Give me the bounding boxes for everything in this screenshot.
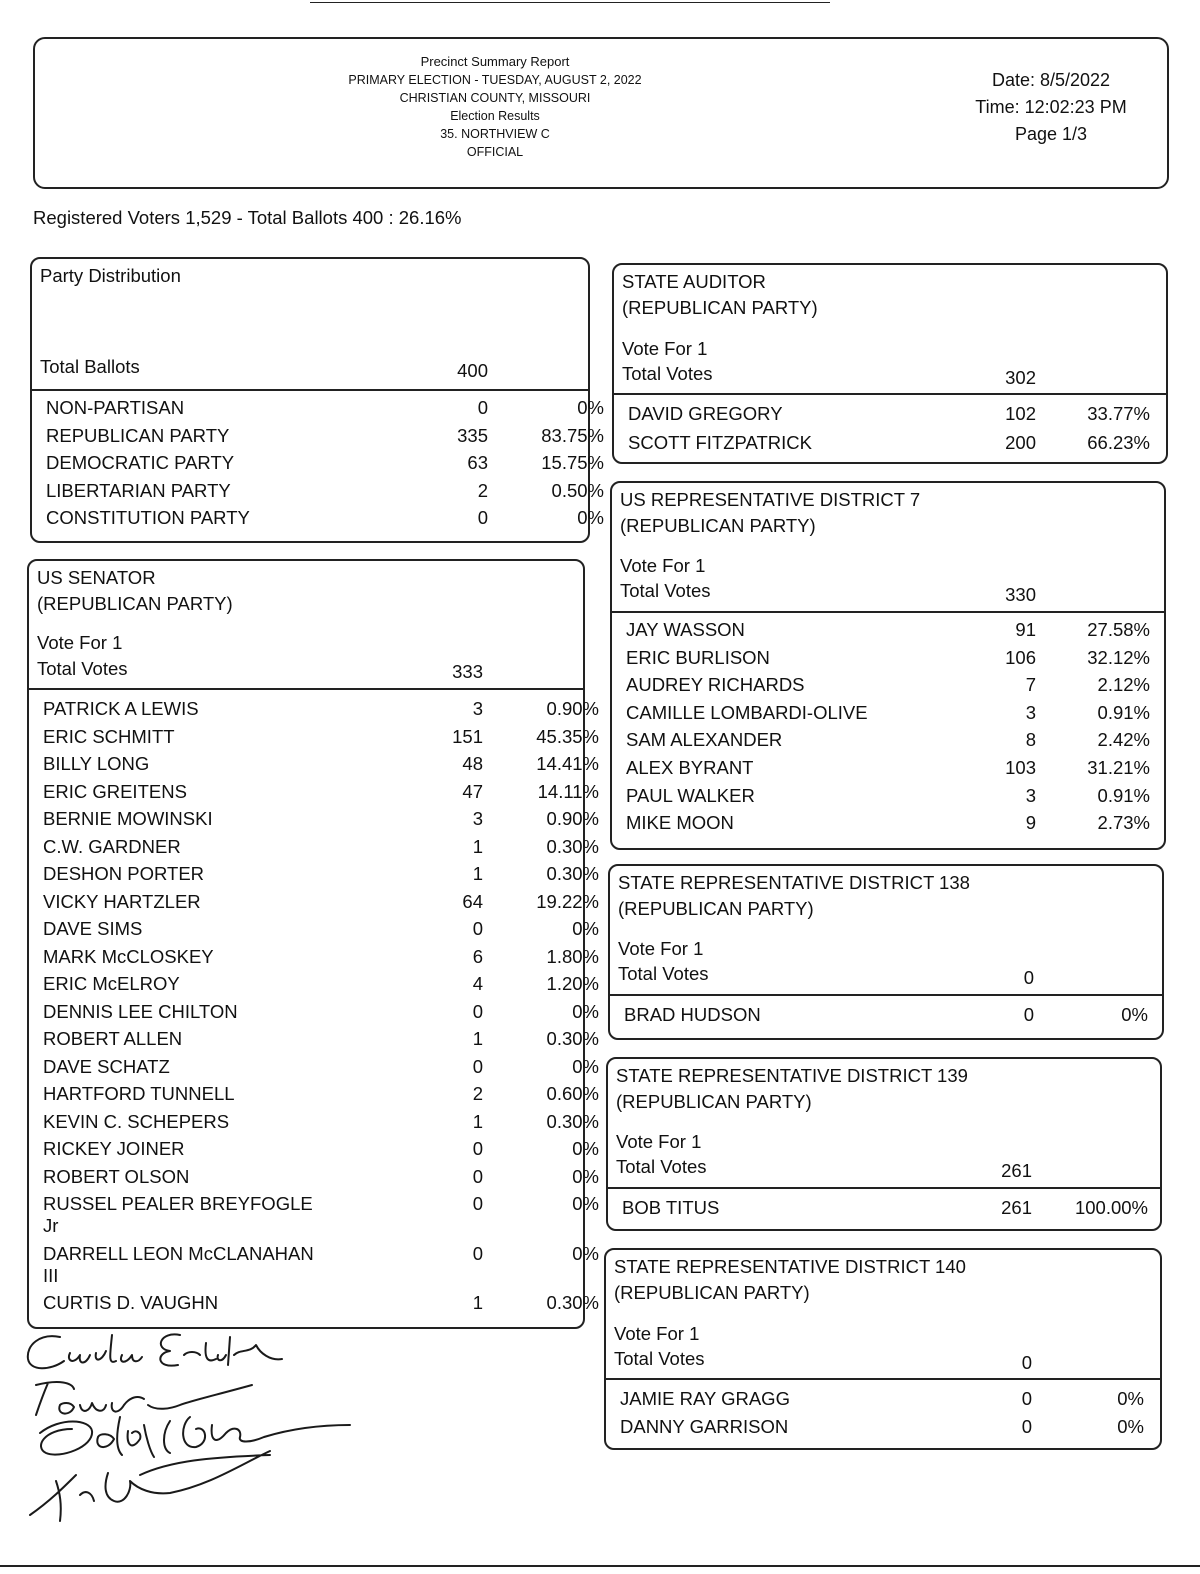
candidate-row (29, 698, 599, 726)
candidate-percent: 0% (1121, 1004, 1148, 1025)
box-divider (608, 1187, 1160, 1189)
county-name: CHRISTIAN COUNTY, MISSOURI (399, 91, 591, 105)
vote-for-label: Vote For 1 (618, 938, 704, 959)
contest-name: STATE REPRESENTATIVE DISTRICT 139 (616, 1065, 968, 1086)
candidate-row (32, 479, 604, 508)
vote-for-label: Vote For 1 (37, 632, 123, 653)
contest-title (616, 1063, 968, 1115)
candidate-percent: 31.21% (1087, 756, 1150, 778)
candidate-votes: 151 (452, 725, 483, 747)
box-divider (606, 1378, 1160, 1380)
candidate-row (29, 1028, 599, 1056)
candidate-name: REPUBLICAN PARTY (46, 424, 230, 446)
candidate-name: ERIC GREITENS (43, 780, 187, 802)
candidate-name: RICKEY JOINER (43, 1138, 185, 1159)
candidate-row (612, 702, 1164, 730)
candidate-row (29, 725, 599, 754)
candidate-row (612, 619, 1164, 647)
candidate-row (610, 1004, 1162, 1032)
candidate-votes: 64 (462, 890, 483, 912)
candidate-percent: 0.30% (546, 1028, 599, 1049)
candidate-percent: 0.30% (546, 835, 599, 857)
candidate-percent: 1.20% (546, 973, 599, 994)
candidate-votes: 1 (472, 863, 483, 884)
candidate-votes: 4 (472, 973, 483, 994)
candidate-votes: 0 (477, 507, 488, 529)
registered-voters-summary: Registered Voters 1,529 - Total Ballots 400 : 26.16% (33, 207, 462, 228)
candidate-votes: 1 (472, 1028, 483, 1049)
us-representative-district-7-box (610, 481, 1166, 850)
report-header-title-block (285, 53, 705, 161)
candidate-votes: 0 (1021, 1388, 1032, 1409)
candidate-name: NON-PARTISAN (46, 397, 185, 418)
election-name: PRIMARY ELECTION - TUESDAY, AUGUST 2, 2022 (348, 73, 642, 87)
candidate-name: DESHON PORTER (43, 863, 205, 884)
candidate-votes: 106 (1005, 646, 1036, 668)
candidate-row (29, 808, 599, 836)
box-divider (610, 994, 1162, 996)
contest-title (614, 1254, 966, 1306)
vote-for-label: Vote For 1 (622, 338, 708, 359)
candidate-votes: 3 (472, 698, 483, 719)
contest-name: STATE REPRESENTATIVE DISTRICT 140 (614, 1256, 966, 1277)
candidate-name: ERIC BURLISON (626, 646, 770, 668)
total-votes-value: 0 (1023, 967, 1034, 988)
total-votes-label: Total Votes (622, 363, 713, 384)
candidate-votes: 261 (1001, 1197, 1032, 1218)
candidate-name: AUDREY RICHARDS (626, 674, 805, 696)
candidate-row (29, 918, 599, 946)
candidate-percent: 0.50% (551, 479, 604, 501)
state-representative-district-140-box (604, 1248, 1162, 1450)
candidate-row (612, 785, 1164, 813)
candidate-percent: 0% (572, 1242, 599, 1264)
candidate-name: CAMILLE LOMBARDI-OLIVE (626, 701, 868, 723)
total-votes-label: Total Votes (618, 963, 709, 984)
candidate-votes: 3 (1025, 701, 1036, 723)
precinct-name: 35. NORTHVIEW C (440, 127, 550, 141)
candidate-votes: 0 (472, 1193, 483, 1214)
report-date: Date: 8/5/2022 (991, 70, 1111, 90)
candidate-row (29, 973, 599, 1001)
candidate-name: MIKE MOON (626, 812, 734, 834)
candidate-name: CONSTITUTION PARTY (46, 507, 250, 529)
contest-party: (REPUBLICAN PARTY) (614, 1282, 810, 1303)
candidate-name: CURTIS D. VAUGHN (43, 1292, 219, 1313)
total-votes-value: 330 (1005, 584, 1036, 605)
official-label: OFFICIAL (466, 145, 524, 159)
candidate-percent: 0% (577, 397, 604, 418)
candidate-name: SAM ALEXANDER (626, 729, 783, 751)
candidate-percent: 19.22% (536, 890, 599, 912)
total-ballots-label: Total Ballots (40, 356, 140, 377)
box-divider (32, 389, 588, 391)
candidate-percent: 2.42% (1097, 729, 1150, 751)
total-votes-value: 261 (1001, 1160, 1032, 1181)
candidate-votes: 0 (472, 1055, 483, 1077)
candidate-percent: 2.73% (1097, 812, 1150, 834)
candidate-row (29, 1000, 599, 1029)
results-label: Election Results (450, 109, 540, 123)
candidate-row (606, 1416, 1160, 1444)
candidate-name: ERIC SCHMITT (43, 725, 175, 747)
candidate-name: BILLY LONG (43, 753, 150, 774)
candidate-percent: 32.12% (1087, 646, 1150, 668)
candidate-votes: 9 (1025, 812, 1036, 834)
candidate-percent: 2.12% (1097, 674, 1150, 696)
candidate-row (29, 1242, 599, 1293)
handwritten-signatures (20, 1325, 400, 1535)
candidate-row (29, 780, 599, 809)
candidate-percent: 0.30% (546, 1292, 599, 1313)
contest-party: (REPUBLICAN PARTY) (620, 515, 816, 536)
contest-title (620, 487, 920, 539)
candidate-row (612, 674, 1164, 702)
candidate-percent: 66.23% (1087, 431, 1150, 453)
candidate-name: HARTFORD TUNNELL (43, 1083, 235, 1104)
candidate-name: JAY WASSON (626, 619, 745, 640)
candidate-row (29, 1165, 599, 1194)
candidate-votes: 103 (1005, 756, 1036, 778)
candidate-votes: 3 (1025, 784, 1036, 806)
result-rows (612, 619, 1164, 840)
result-rows (608, 1197, 1160, 1225)
result-rows (610, 1004, 1162, 1032)
candidate-name: RUSSEL PEALER BREYFOGLE Jr (43, 1193, 313, 1236)
candidate-percent: 27.58% (1087, 619, 1150, 640)
candidate-votes: 1 (472, 1292, 483, 1313)
candidate-name: KEVIN C. SCHEPERS (43, 1110, 230, 1132)
page-number: Page 1/3 (1014, 124, 1088, 144)
top-edge-line (310, 2, 830, 3)
candidate-name: DENNIS LEE CHILTON (43, 1000, 238, 1022)
candidate-row (29, 835, 599, 864)
candidate-row (608, 1197, 1160, 1225)
candidate-name: DAVID GREGORY (628, 403, 783, 424)
box-divider (612, 611, 1164, 613)
box-title: Party Distribution (40, 265, 181, 286)
candidate-percent: 0% (572, 918, 599, 939)
candidate-row (29, 753, 599, 781)
bottom-edge-line (0, 1565, 1200, 1567)
candidate-votes: 0 (472, 1138, 483, 1159)
candidate-percent: 83.75% (541, 424, 604, 446)
contest-name: US REPRESENTATIVE DISTRICT 7 (620, 489, 921, 510)
report-time: Time: 12:02:23 PM (975, 97, 1127, 117)
candidate-name: DAVE SCHATZ (43, 1055, 170, 1077)
us-senator-box (27, 559, 599, 1329)
result-rows (614, 403, 1166, 460)
candidate-votes: 0 (1021, 1416, 1032, 1437)
total-votes-label: Total Votes (620, 580, 711, 601)
candidate-percent: 0.90% (546, 808, 599, 829)
candidate-name: PATRICK A LEWIS (43, 698, 199, 719)
candidate-percent: 0.30% (546, 863, 599, 884)
candidate-votes: 47 (462, 780, 483, 802)
contest-title (618, 870, 970, 922)
candidate-row (29, 1292, 599, 1320)
candidate-percent: 0.91% (1097, 784, 1150, 806)
contest-name: STATE AUDITOR (622, 271, 766, 292)
result-rows (29, 698, 599, 1320)
candidate-row (29, 1055, 599, 1084)
candidate-name: ALEX BYRANT (626, 756, 754, 778)
candidate-row (29, 890, 599, 919)
candidate-percent: 0.90% (546, 698, 599, 719)
candidate-name: PAUL WALKER (626, 784, 755, 806)
contest-name: US SENATOR (37, 567, 156, 588)
candidate-row (29, 945, 599, 974)
candidate-name: DAVE SIMS (43, 918, 143, 939)
candidate-row (32, 397, 604, 425)
candidate-percent: 1.80% (546, 945, 599, 967)
candidate-name: SCOTT FITZPATRICK (628, 431, 812, 453)
candidate-name: DEMOCRATIC PARTY (46, 452, 235, 474)
report-type: Precinct Summary Report (420, 54, 570, 69)
candidate-row (612, 647, 1164, 675)
candidate-name: ROBERT OLSON (43, 1165, 190, 1187)
candidate-row (612, 812, 1164, 840)
candidate-name: BOB TITUS (622, 1197, 720, 1218)
candidate-name: DARRELL LEON McCLANAHAN III (43, 1242, 314, 1286)
total-votes-label: Total Votes (616, 1156, 707, 1177)
candidate-row (32, 507, 604, 535)
candidate-name: LIBERTARIAN PARTY (46, 479, 231, 501)
candidate-row (614, 403, 1166, 432)
candidate-percent: 0.60% (546, 1083, 599, 1104)
result-rows (606, 1388, 1160, 1444)
contest-party: (REPUBLICAN PARTY) (622, 297, 818, 318)
report-meta (941, 67, 1161, 148)
box-divider (614, 393, 1166, 395)
candidate-name: JAMIE RAY GRAGG (620, 1388, 790, 1409)
candidate-votes: 63 (467, 452, 488, 474)
total-votes-value: 333 (452, 661, 483, 682)
party-distribution-box (30, 257, 604, 543)
candidate-row (612, 757, 1164, 785)
candidate-votes: 102 (1005, 403, 1036, 424)
candidate-percent: 0% (572, 1000, 599, 1022)
candidate-votes: 48 (462, 753, 483, 774)
candidate-votes: 2 (477, 479, 488, 501)
candidate-row (29, 1138, 599, 1166)
candidate-votes: 0 (477, 397, 488, 418)
total-ballots-value: 400 (457, 360, 488, 381)
candidate-row (614, 432, 1166, 461)
candidate-row (612, 729, 1164, 757)
contest-party: (REPUBLICAN PARTY) (618, 898, 814, 919)
candidate-name: MARK McCLOSKEY (43, 945, 214, 967)
candidate-votes: 91 (1015, 619, 1036, 640)
candidate-votes: 0 (472, 1242, 483, 1264)
candidate-percent: 0.91% (1097, 701, 1150, 723)
total-votes-value: 302 (1005, 367, 1036, 388)
state-representative-district-138-box (608, 864, 1164, 1040)
candidate-name: ERIC McELROY (43, 973, 180, 994)
candidate-name: DANNY GARRISON (620, 1416, 789, 1437)
candidate-votes: 0 (472, 918, 483, 939)
contest-title (622, 269, 818, 321)
candidate-percent: 0% (572, 1193, 599, 1214)
candidate-row (32, 424, 604, 453)
candidate-percent: 100.00% (1074, 1197, 1148, 1218)
contest-name: STATE REPRESENTATIVE DISTRICT 138 (618, 872, 970, 893)
candidate-percent: 0% (1117, 1388, 1144, 1409)
candidate-votes: 1 (472, 1110, 483, 1132)
candidate-name: BERNIE MOWINSKI (43, 808, 213, 829)
candidate-votes: 2 (472, 1083, 483, 1104)
total-votes-value: 0 (1021, 1352, 1032, 1373)
vote-for-label: Vote For 1 (616, 1131, 702, 1152)
candidate-row (29, 863, 599, 891)
state-auditor-box (612, 263, 1168, 464)
candidate-row (606, 1388, 1160, 1416)
contest-party: (REPUBLICAN PARTY) (37, 593, 233, 614)
candidate-percent: 0% (1117, 1416, 1144, 1437)
candidate-percent: 0% (572, 1165, 599, 1187)
candidate-row (29, 1083, 599, 1111)
candidate-votes: 335 (457, 424, 488, 446)
candidate-percent: 14.11% (537, 780, 599, 802)
state-representative-district-139-box (606, 1057, 1162, 1231)
candidate-percent: 0% (572, 1138, 599, 1159)
candidate-percent: 45.35% (536, 725, 599, 747)
candidate-votes: 7 (1025, 674, 1036, 696)
candidate-name: VICKY HARTZLER (43, 890, 201, 912)
candidate-name: BRAD HUDSON (624, 1004, 761, 1025)
candidate-row (32, 452, 604, 480)
candidate-votes: 1 (472, 835, 483, 857)
candidate-votes: 6 (472, 945, 483, 967)
vote-for-label: Vote For 1 (614, 1323, 700, 1344)
candidate-row (29, 1193, 599, 1243)
total-votes-label: Total Votes (614, 1348, 705, 1369)
report-header (33, 37, 1169, 189)
candidate-votes: 3 (472, 808, 483, 829)
candidate-percent: 0% (577, 507, 604, 529)
total-votes-label: Total Votes (37, 658, 128, 679)
candidate-name: ROBERT ALLEN (43, 1028, 183, 1049)
candidate-name: C.W. GARDNER (43, 835, 181, 857)
candidate-votes: 200 (1005, 431, 1036, 453)
candidate-votes: 0 (1023, 1004, 1034, 1025)
candidate-percent: 0.30% (546, 1110, 599, 1132)
candidate-percent: 15.75% (541, 452, 604, 474)
candidate-votes: 8 (1025, 729, 1036, 751)
candidate-percent: 14.41% (536, 753, 599, 774)
box-divider (29, 688, 583, 690)
candidate-row (29, 1110, 599, 1139)
candidate-percent: 33.77% (1087, 403, 1150, 424)
vote-for-label: Vote For 1 (620, 555, 706, 576)
candidate-percent: 0% (572, 1055, 599, 1077)
result-rows (32, 397, 604, 535)
contest-party: (REPUBLICAN PARTY) (616, 1091, 812, 1112)
candidate-votes: 0 (472, 1165, 483, 1187)
contest-title (37, 565, 233, 617)
candidate-votes: 0 (472, 1000, 483, 1022)
